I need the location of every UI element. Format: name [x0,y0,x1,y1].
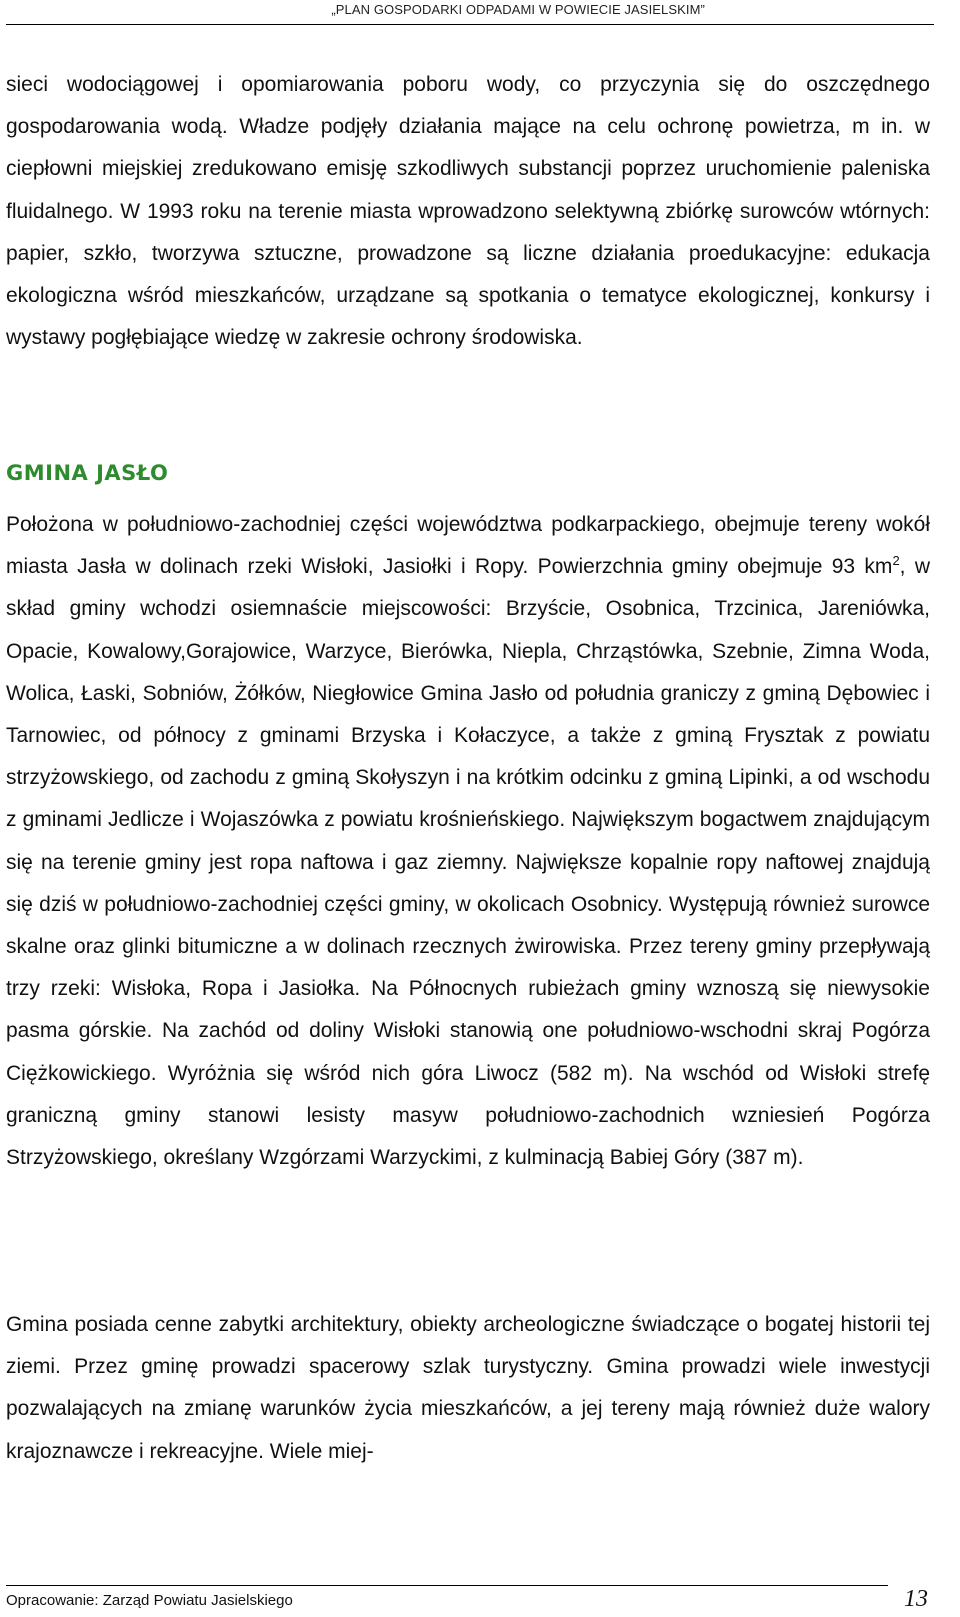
running-header: „PLAN GOSPODARKI ODPADAMI W POWIECIE JASIELSKIM” [331,2,705,17]
intro-paragraph: sieci wodociągowej i opomiarowania poboru wody, co przyczynia się do oszczędnego gospodarowania wodą. Władze podjęły działania mające na celu ochronę powietrza, m in. w ciepłowni miejskiej zredukowano emisję szkodliwych substancji poprzez uruchomienie paleniska fluidalnego. W 1993 roku na terenie miasta wprowadzono selektywną zbiórkę surowców wtórnych: papier, szkło, tworzywa sztuczne, prowadzone są liczne działania proedukacyjne: edukacja ekologiczna wśród mieszkańców, urządzane są spotkania o tematyce ekologicznej, konkursy i wystawy pogłębiające wiedzę w zakresie ochrony środowiska. [6,73,930,350]
footer-rule [6,1585,888,1586]
footer-author: Opracowanie: Zarząd Powiatu Jasielskiego [6,1592,293,1609]
gmina-description-paragraph [6,504,930,1179]
gmina-description-part2: , w skład gminy wchodzi osiemnaście miejscowości: Brzyście, Osobnica, Trzcinica, Jareniówka, Opacie, Kowalowy,Gorajowice, Warzyce, Bierówka, Niepla, Chrząstówka, Szebnie, Zimna Woda, Wolica, Łaski, Sobniów, Żółków, Niegłowice Gmina Jasło od południa graniczy z gminą Dębowiec i Tarnowiec, od północy z gminami Brzyska i Kołaczyce, a także z gminą Frysztak z powiatu strzyżowskiego, od zachodu z gminą Skołyszyn i na krótkim odcinku z gminą Lipinki, a od wschodu z gminami Jedlicze i Wojaszówka z powiatu krośnieńskiego. Największym bogactwem znajdującym się na terenie gminy jest ropa naftowa i gaz ziemny. Największe kopalnie ropy naftowej znajdują się dziś w południowo-zachodniej części gminy, w okolicach Osobnicy. Występują również surowce skalne oraz glinki bitumiczne a w dolinach rzecznych żwirowiska. Przez tereny gminy przepływają trzy rzeki: Wisłoka, Ropa i Jasiołka. Na Północnych rubieżach gminy wznoszą się niewysokie pasma górskie. Na zachód od doliny Wisłoki stanowią one południowo-wschodni skraj Pogórza Ciężkowickiego. Wyróżnia się wśród nich góra Liwocz (582 m). Na wschód od Wisłoki strefę graniczną gminy stanowi lesisty masyw południowo-zachodnich wzniesień Pogórza Strzyżowskiego, określany Wzgórzami Warzyckimi, z kulminacją Babiej Góry (387 m). [6,555,930,1170]
area-unit-superscript: 2 [892,553,900,569]
gmina-description-part1: Położona w południowo-zachodniej części województwa podkarpackiego, obejmuje tereny wokół miasta Jasła w dolinach rzeki Wisłoki, Jasiołki i Ropy. Powierzchnia gminy obejmuje 93 km [6,513,930,579]
section-heading: GMINA JASŁO [6,461,169,485]
page-number: 13 [904,1586,928,1612]
monuments-paragraph: Gmina posiada cenne zabytki architektury, obiekty archeologiczne świadczące o bogatej historii tej ziemi. Przez gminę prowadzi spacerowy szlak turystyczny. Gmina prowadzi wiele inwestycji pozwalających na zmianę warunków życia mieszkańców, a jej tereny mają również duże walory krajoznawcze i rekreacyjne. Wiele miej- [6,1313,930,1463]
header-rule [6,24,934,25]
